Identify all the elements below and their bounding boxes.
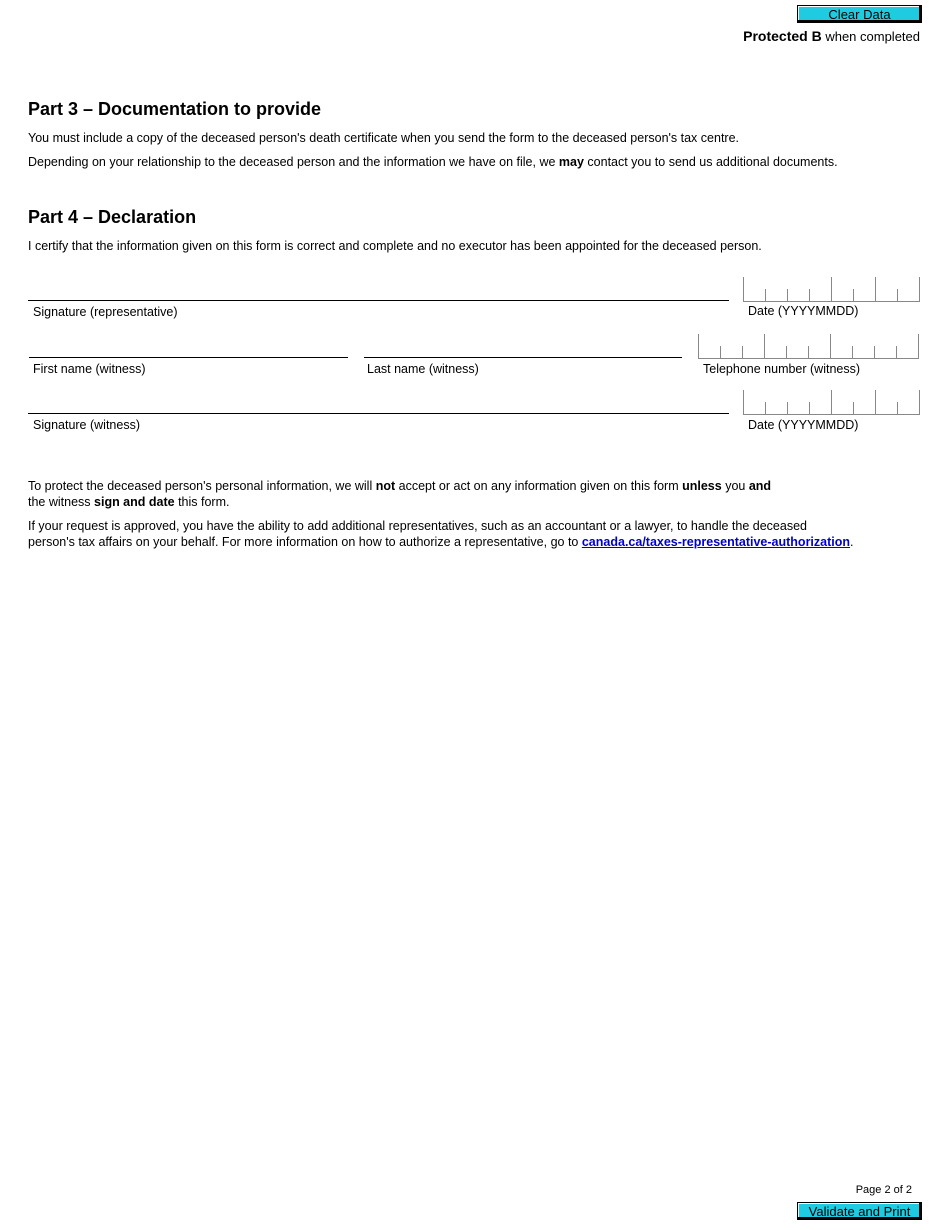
notice-bold: sign and date bbox=[94, 495, 175, 509]
date-digit bbox=[766, 390, 788, 415]
part3-para2-bold: may bbox=[558, 155, 584, 169]
date-digit bbox=[898, 277, 920, 302]
protected-b-label: Protected B bbox=[743, 28, 822, 44]
privacy-notice bbox=[28, 478, 918, 510]
notice-bold: unless bbox=[682, 479, 722, 493]
telephone-witness-label: Telephone number (witness) bbox=[703, 362, 861, 376]
notice-text: this form. bbox=[174, 495, 230, 509]
date-digit bbox=[876, 390, 898, 415]
part3-para2 bbox=[28, 154, 838, 170]
phone-digit bbox=[699, 334, 721, 359]
date-digit bbox=[876, 277, 898, 302]
phone-digit bbox=[787, 334, 809, 359]
representative-authorization-link[interactable]: canada.ca/taxes-representative-authorization bbox=[581, 535, 851, 549]
date-label-witness: Date (YYYYMMDD) bbox=[748, 418, 859, 432]
signature-witness-field[interactable] bbox=[28, 413, 729, 414]
date-digit bbox=[788, 390, 810, 415]
representative-notice bbox=[28, 518, 928, 550]
date-digit bbox=[744, 277, 766, 302]
part3-para1: You must include a copy of the deceased person's death certificate when you send the form to the deceased person's tax centre. bbox=[28, 131, 739, 145]
date-digit bbox=[766, 277, 788, 302]
part4-title: Part 4 – Declaration bbox=[28, 207, 197, 227]
notice-bold: and bbox=[748, 479, 772, 493]
signature-representative-label: Signature (representative) bbox=[33, 305, 178, 319]
notice-text: . bbox=[850, 535, 854, 549]
phone-digit bbox=[875, 334, 897, 359]
telephone-witness-field[interactable] bbox=[698, 334, 919, 359]
phone-digit bbox=[897, 334, 919, 359]
date-digit bbox=[832, 390, 854, 415]
phone-digit bbox=[853, 334, 875, 359]
phone-digit bbox=[831, 334, 853, 359]
first-name-witness-label: First name (witness) bbox=[33, 362, 146, 376]
validate-and-print-button[interactable]: Validate and Print bbox=[797, 1202, 922, 1220]
part3-para2-pre: Depending on your relationship to the deceased person and the information we have on file, we bbox=[28, 155, 559, 169]
date-digit bbox=[788, 277, 810, 302]
date-digit bbox=[854, 390, 876, 415]
notice-text: you bbox=[721, 479, 749, 493]
date-digit bbox=[810, 277, 832, 302]
notice-bold: not bbox=[375, 479, 396, 493]
notice-text: accept or act on any information given on this form bbox=[395, 479, 683, 493]
signature-representative-field[interactable] bbox=[28, 300, 729, 301]
notice-text: the witness bbox=[28, 495, 95, 509]
last-name-witness-field[interactable] bbox=[364, 357, 682, 358]
clear-data-button[interactable]: Clear Data bbox=[797, 5, 922, 23]
notice-text: person's tax affairs on your behalf. For more information on how to authorize a representative, go to bbox=[28, 535, 582, 549]
last-name-witness-label: Last name (witness) bbox=[367, 362, 479, 376]
date-representative-field[interactable] bbox=[743, 277, 920, 302]
date-digit bbox=[810, 390, 832, 415]
phone-digit bbox=[743, 334, 765, 359]
date-digit bbox=[898, 390, 920, 415]
date-label-representative: Date (YYYYMMDD) bbox=[748, 304, 859, 318]
first-name-witness-field[interactable] bbox=[29, 357, 348, 358]
part3-para2-post: contact you to send us additional documents. bbox=[583, 155, 838, 169]
protected-b-suffix: when completed bbox=[821, 29, 920, 44]
date-witness-field[interactable] bbox=[743, 390, 920, 415]
part4-certify: I certify that the information given on this form is correct and complete and no executor has been appointed for the deceased person. bbox=[28, 239, 762, 253]
notice-text: If your request is approved, you have the ability to add additional representatives, such as an accountant or a lawyer, to handle the deceased bbox=[28, 519, 807, 533]
signature-witness-label: Signature (witness) bbox=[33, 418, 140, 432]
phone-digit bbox=[721, 334, 743, 359]
phone-digit bbox=[765, 334, 787, 359]
part3-title: Part 3 – Documentation to provide bbox=[28, 99, 322, 119]
date-digit bbox=[854, 277, 876, 302]
date-digit bbox=[744, 390, 766, 415]
phone-digit bbox=[809, 334, 831, 359]
notice-text: To protect the deceased person's personal information, we will bbox=[28, 479, 376, 493]
date-digit bbox=[832, 277, 854, 302]
protected-b-notice bbox=[743, 28, 920, 44]
page-number: Page 2 of 2 bbox=[855, 1184, 912, 1196]
